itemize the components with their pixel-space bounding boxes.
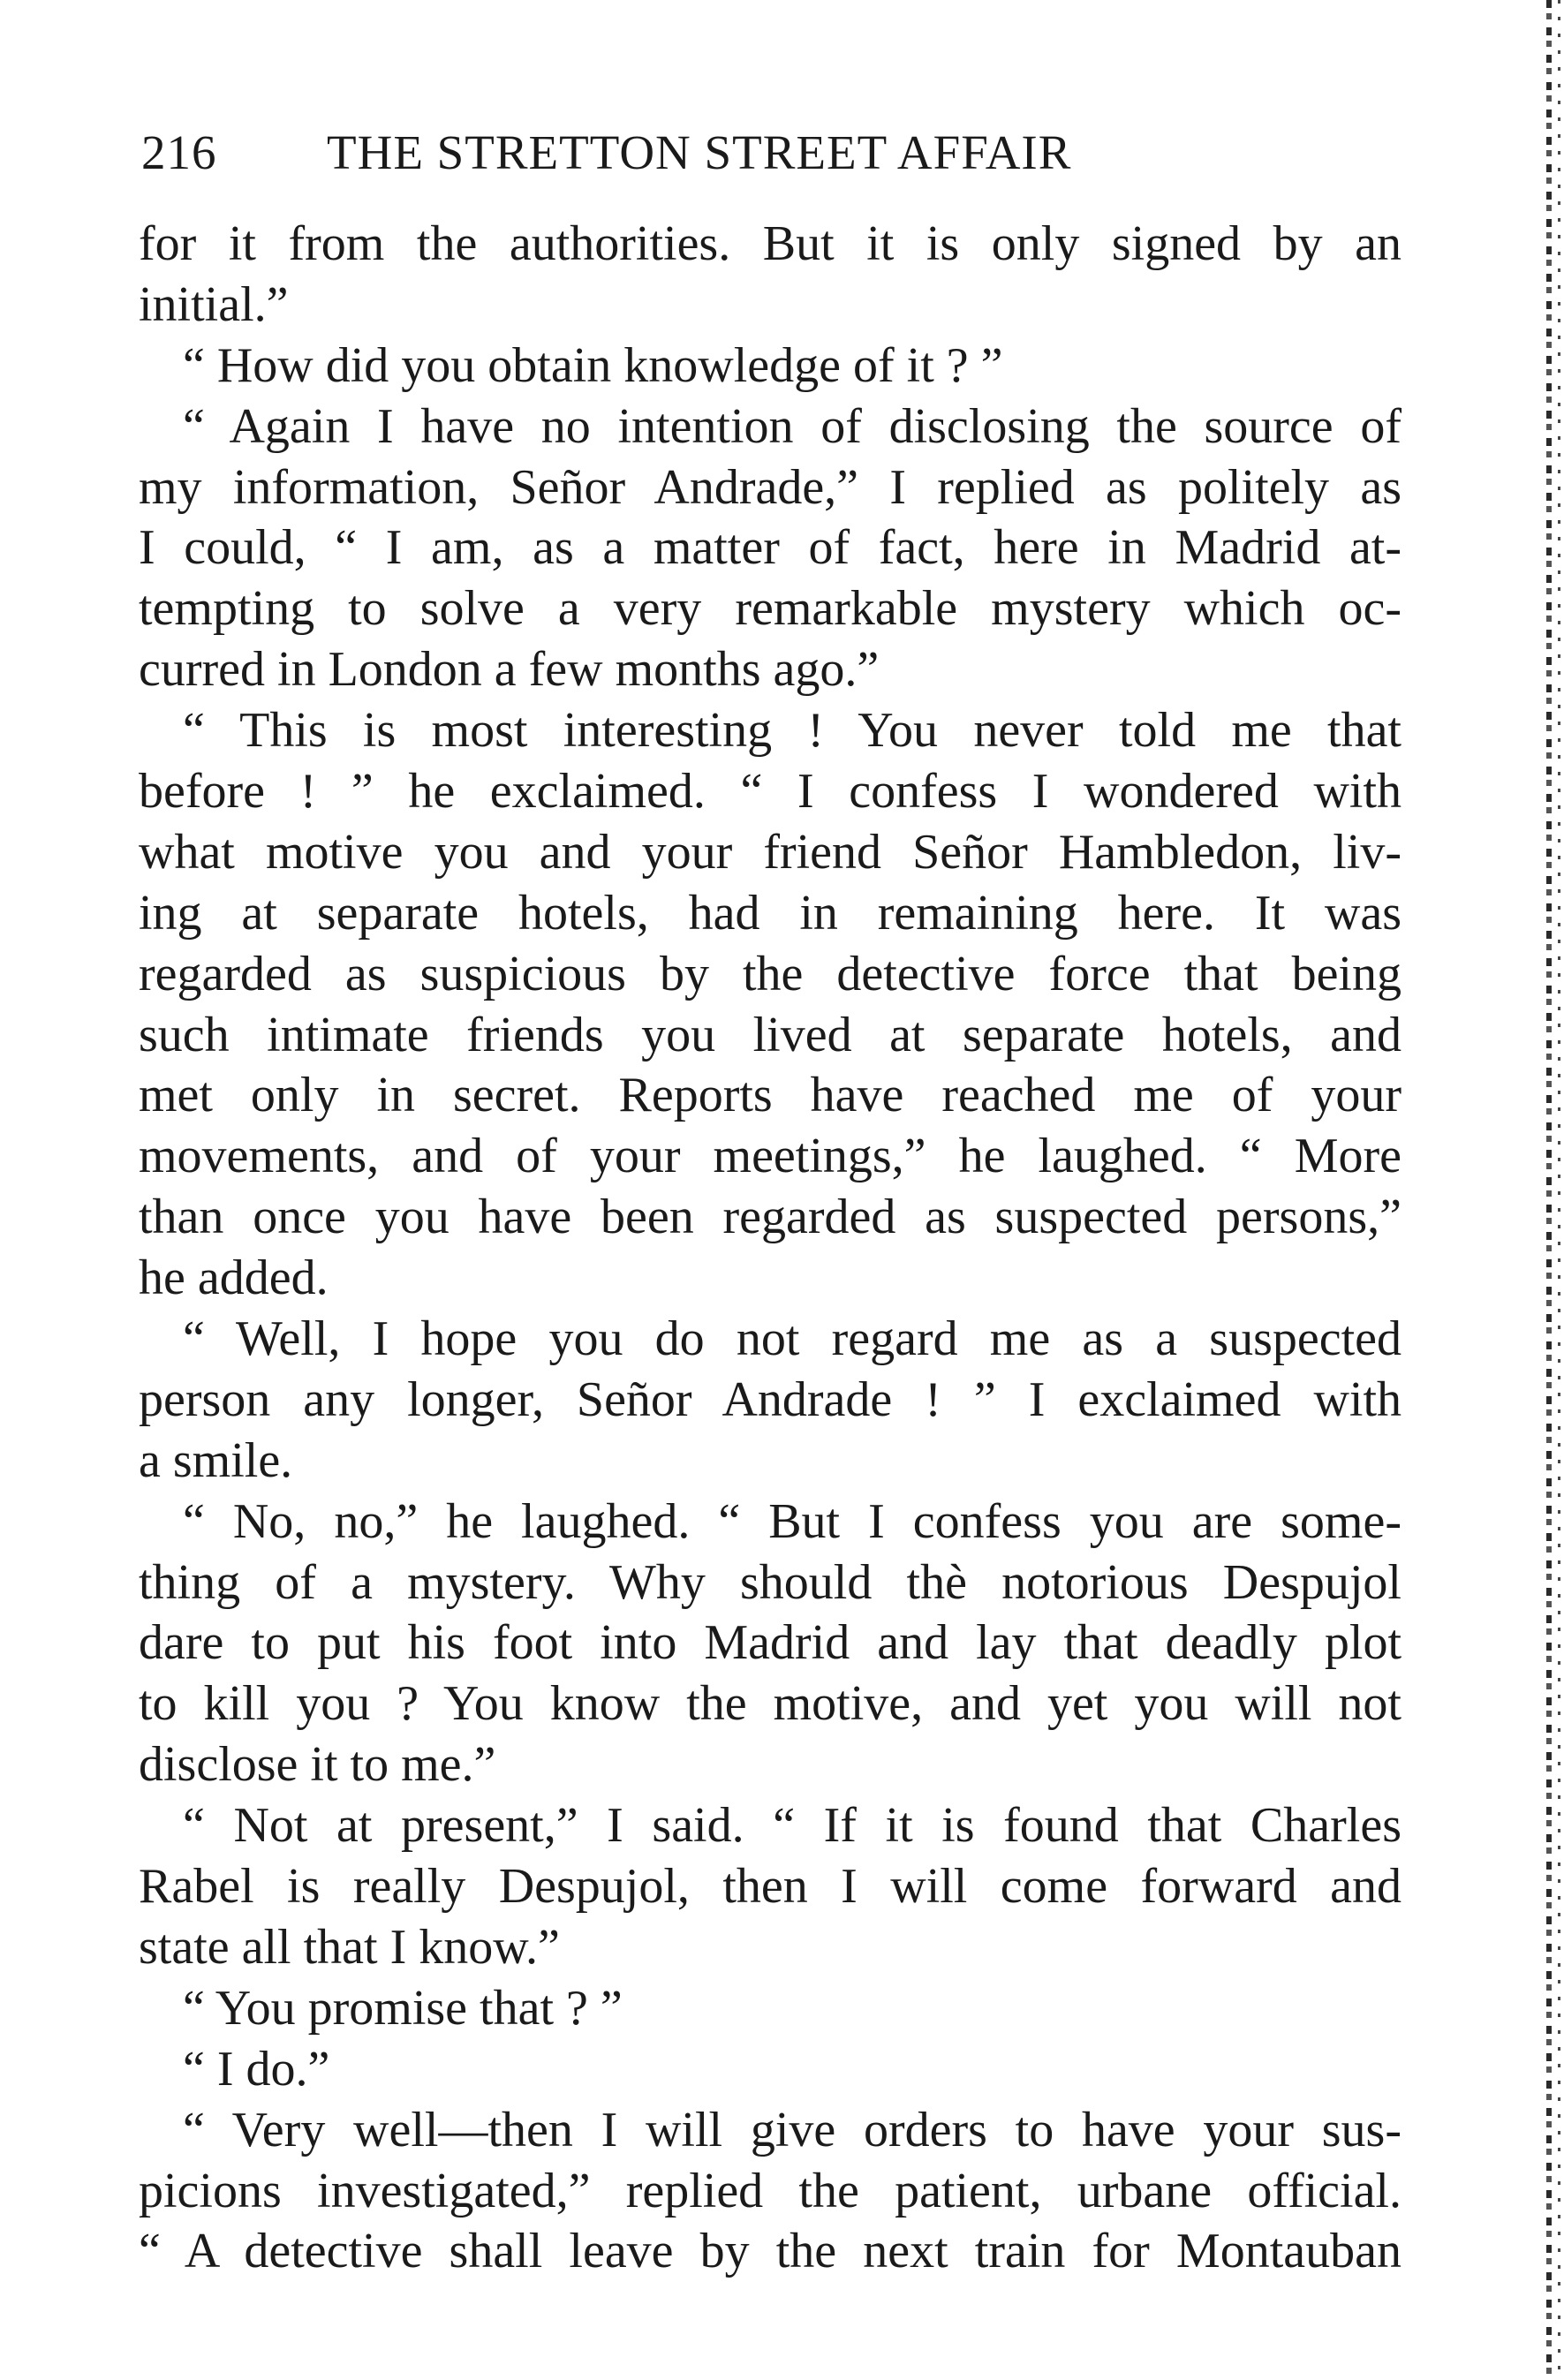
text-line: Rabel is really Despujol, then I will come forward and [139, 1859, 1402, 1915]
text-line: movements, and of your meetings,” he laughed. “ More [139, 1129, 1402, 1184]
body-text [139, 214, 1402, 2282]
text-line: “ How did you obtain knowledge of it ? ” [183, 337, 1003, 393]
text-line: “ Not at present,” I said. “ If it is found that Charles [183, 1798, 1402, 1854]
text-line: person any longer, Señor Andrade ! ” I exclaimed with [139, 1371, 1402, 1427]
text-line: “ A detective shall leave by the next train for Montauban [139, 2224, 1402, 2279]
text-line: state all that I know.” [139, 1919, 560, 1975]
text-line: curred in London a few months ago.” [139, 642, 880, 698]
text-line: regarded as suspicious by the detective force that being [139, 946, 1402, 1001]
text-line: before ! ” he exclaimed. “ I confess I wondered with [139, 764, 1402, 820]
text-line: initial.” [139, 276, 289, 332]
running-title: THE STRETTON STREET AFFAIR [327, 125, 1072, 179]
text-line: thing of a mystery. Why should thè notorious Despujol [139, 1554, 1402, 1610]
text-line: “ Well, I hope you do not regard me as a suspected [183, 1311, 1402, 1367]
text-line: than once you have been regarded as suspected persons,” [139, 1190, 1402, 1245]
text-line: he added. [139, 1250, 329, 1306]
page-number: 216 [141, 125, 217, 179]
text-line: “ Very well—then I will give orders to have your sus- [183, 2102, 1402, 2157]
text-line: “ Again I have no intention of disclosing the source of [183, 398, 1402, 454]
text-line: “ No, no,” he laughed. “ But I confess you are some- [183, 1493, 1402, 1549]
text-line: dare to put his foot into Madrid and lay that deadly plot [139, 1615, 1402, 1671]
page-edge-scan-artifact [1538, 0, 1564, 2380]
text-line: such intimate friends you lived at separate hotels, and [139, 1007, 1402, 1062]
text-line: tempting to solve a very remarkable mystery which oc- [139, 581, 1402, 637]
text-line: my information, Señor Andrade,” I replied as politely as [139, 459, 1402, 515]
text-line: met only in secret. Reports have reached me of your [139, 1068, 1402, 1123]
text-line: “ You promise that ? ” [183, 1980, 623, 2036]
text-line: I could, “ I am, as a matter of fact, here in Madrid at- [139, 520, 1402, 576]
text-line: “ This is most interesting ! You never told me that [183, 703, 1402, 759]
text-line: what motive you and your friend Señor Hambledon, liv- [139, 824, 1402, 880]
text-line: to kill you ? You know the motive, and yet you will not [139, 1676, 1402, 1732]
text-line: picions investigated,” replied the patient, urbane official. [139, 2163, 1402, 2218]
text-line: for it from the authorities. But it is only signed by an [139, 216, 1402, 271]
page-header [141, 122, 1422, 184]
text-line: ing at separate hotels, had in remaining here. It was [139, 885, 1402, 941]
text-line: disclose it to me.” [139, 1737, 496, 1793]
text-line: a smile. [139, 1432, 293, 1488]
text-line: “ I do.” [183, 2041, 330, 2097]
